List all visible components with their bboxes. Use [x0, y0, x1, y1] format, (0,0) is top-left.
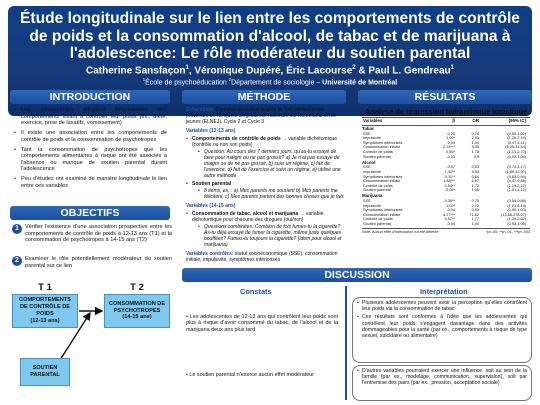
cell-variable: Contrôle de poids: [363, 150, 393, 155]
interpretation-box: [352, 365, 532, 401]
box-line: SOUTIEN: [32, 365, 58, 372]
objective-number: 2: [12, 256, 22, 266]
section-heading-introduction: INTRODUCTION: [10, 90, 170, 104]
introduction-item: • Les adolescentes adoptent fréquemment des comportements visant à contrôler leur poids (ex., diète, exercice, prise de laxatifs, vomissement): [14, 107, 167, 127]
cell-variable: Symptômes intériorisés: [363, 174, 403, 179]
time-label-t2: T 2: [130, 282, 144, 293]
cell-beta: -0,04: [446, 208, 455, 213]
variable-subitem: • Question: Au cours des 7 derniers jours, qu'as-tu essayé de faire pour maigrir ou ne pas grossir? a) Je n'ai pas essayé de maigrir ou de ne pas grossir, b) suivi un régime, c) fait de l'exercice, d) fait de l'exercice et suivi un régime, e) utilisé une autre méthode: [192, 149, 344, 179]
cell-confidence-interval: (1,21-6,14): [507, 203, 526, 208]
cell-odds-ratio: 0,93: [471, 165, 479, 170]
author-name: Paul L. Gendreau: [368, 64, 451, 76]
cell-odds-ratio: 0,84: [471, 174, 479, 179]
substance-use-box: [104, 294, 170, 328]
cell-beta: -0,07: [446, 165, 455, 170]
variable-item: [186, 211, 344, 248]
column-header: β: [452, 118, 455, 123]
cell-beta: 4,27***: [443, 212, 455, 217]
affiliation-2: Département de sociologie –: [231, 79, 323, 87]
method-section: [186, 107, 344, 263]
sample-text: Données recueillies auprès de 646 adolescentes provenant de l'Enquête longitudinale nationale sur les enfants et les jeunes (ELNEJ), Cycle 2 et Cycle 3: [186, 107, 336, 125]
cell-odds-ratio: 71,82: [469, 212, 479, 217]
box-line: PSYCHOTROPES: [113, 307, 161, 314]
variable-description: → variable dichotomique (contrôle ou non son poids): [192, 136, 338, 148]
cell-variable: Soutien parental: [363, 221, 391, 226]
cell-variable: Contrôle de poids: [363, 183, 393, 188]
cell-variable: Consommation initiale: [363, 212, 401, 217]
variable-item: [186, 136, 344, 179]
cell-odds-ratio: 0,99: [471, 208, 479, 213]
weight-control-box: [12, 294, 78, 328]
conceptual-model-diagram: [8, 282, 178, 400]
cell-odds-ratio: 1,04: [471, 140, 479, 145]
cell-odds-ratio: 2,72: [471, 203, 479, 208]
regression-table: [362, 117, 530, 234]
cell-beta: 0,56*: [446, 150, 455, 155]
cell-variable: Soutien parental: [363, 154, 391, 159]
cell-variable: Contrôle de poids: [363, 217, 393, 222]
box-line: CONSOMMATION DE: [108, 300, 166, 307]
interpretation-item: • Plusieurs adolescentes peuvent avoir la perception qu'elles contrôlent leur poids via la consommation de tabac: [357, 300, 527, 312]
cell-beta: 1,00*: [446, 136, 455, 141]
finding-text-body: Le soutien parental n'exerce aucun effet modérateur: [189, 372, 315, 378]
author-affiliation-mark: 2: [352, 64, 356, 71]
author-separator: ,: [188, 64, 195, 76]
table-note: [362, 230, 530, 235]
section-heading-discussion: DISCUSSION: [182, 268, 532, 282]
cell-confidence-interval: (1,20-7,19): [507, 136, 526, 141]
cell-variable: Consommation initiale: [363, 145, 401, 150]
author-name: Éric Lacourse: [286, 64, 353, 76]
author-affiliation-mark: 1: [450, 64, 454, 71]
column-header: Variables: [363, 118, 383, 123]
table-header-row: [362, 117, 530, 126]
author-affiliation-mark: 1: [185, 64, 189, 71]
cell-confidence-interval: (1,19-2,47): [507, 183, 526, 188]
control-variables-text: statut socioéconomique (SSE), consommation initiale, impulsivité, symptômes intériorisés: [186, 251, 338, 263]
table-row: [362, 222, 530, 227]
cell-confidence-interval: (0,54-0,89): [507, 199, 526, 203]
cell-odds-ratio: 0,9: [473, 154, 479, 159]
variables-heading-t2: Variables (14-15 ans): [186, 203, 236, 209]
cell-variable: SSE: [363, 131, 371, 136]
table-row: [362, 188, 530, 193]
sample-description: [186, 107, 344, 125]
constats-heading: Constats: [240, 287, 272, 296]
variable-subitem: • Questions combinées: Combien de fois fumes-tu la cigarette? As-tu déjà essayé de fumer la cigarette, même juste quelques bouffées? Fumes-tu toujours la cigarette? (idem pour alcool et marijuana): [192, 224, 344, 248]
cell-odds-ratio: 1,77: [471, 217, 479, 222]
cell-confidence-interval: (0,74-1,17): [507, 165, 526, 170]
university-name: Université de Montréal: [322, 79, 398, 87]
cell-confidence-interval: (0,98-1,09): [507, 221, 526, 226]
table-body: [362, 127, 530, 226]
cell-confidence-interval: (0,92-1,04): [507, 154, 526, 159]
section-heading-objectifs: OBJECTIFS: [10, 206, 170, 220]
affiliation-mark: 1: [142, 76, 146, 82]
objective-text: Vérifier l'existence d'une association prospective entre les comportements de contrôle de poids à 12-13 ans (T1) et la consommation de psychotropes à 14-15 ans (T2): [25, 224, 172, 243]
box-line: PARENTAL: [30, 372, 60, 378]
column-header: (95% IC): [508, 118, 526, 123]
cell-odds-ratio: 0,78: [471, 131, 479, 136]
affiliation-mark: 2: [228, 76, 232, 82]
introduction-list: [14, 107, 167, 193]
significance-legend: *p<.05, **p<.01, ***p<.001: [485, 229, 530, 234]
objective-item: [12, 256, 172, 269]
cell-odds-ratio: 6,57: [471, 179, 479, 184]
cell-variable: SSE: [363, 199, 371, 203]
table-group-label: Tabac: [362, 126, 375, 132]
author-name: Véronique Dupéré: [194, 64, 281, 76]
box-line: POIDS: [36, 311, 54, 317]
cell-variable: Impulsivité: [363, 203, 381, 208]
cell-beta: -0,03: [446, 154, 455, 159]
table-group-label: Alcool: [362, 159, 376, 165]
cell-odds-ratio: 9,35: [471, 145, 479, 150]
cell-odds-ratio: 1,04: [471, 221, 479, 226]
cell-variable: Soutien parental: [363, 188, 391, 193]
objective-number: 1: [12, 224, 22, 234]
parental-support-box: [20, 358, 70, 386]
discussion-divider: [345, 286, 347, 400]
variable-description: → variable dichotomique pour chacune des drogues (oui/non): [192, 211, 324, 223]
cell-beta: 2,24***: [443, 145, 455, 150]
cell-variable: Impulsivité: [363, 136, 381, 141]
cell-beta: 0,54**: [444, 183, 455, 188]
affiliations: [8, 77, 532, 86]
cell-beta: 1,40**: [444, 169, 455, 174]
table-group-label: Marijuana: [362, 193, 383, 199]
cell-odds-ratio: 1,06: [471, 188, 479, 193]
cell-confidence-interval: (1,29-2,62): [507, 217, 526, 222]
time-label-t1: T 1: [38, 282, 52, 293]
cell-confidence-interval: (4,47-9,86): [507, 179, 526, 184]
affiliation-1: École de psychoéducation: [145, 79, 229, 87]
poster-title: Étude longitudinale sur le lien entre les comportements de contrôle de poids et la consommation d'alcool, de tabac et de marijuana à l'adolescence: Le rôle modérateur du soutien parental: [20, 10, 520, 62]
cell-beta: -0,25: [446, 131, 455, 136]
cell-beta: 1,00*: [446, 203, 455, 208]
introduction-item: • Peu d'études ont examiné de manière longitudinale le lien entre ces variables: [14, 176, 167, 189]
author-conjunction: &: [355, 64, 369, 76]
variable-name: Soutien parental: [192, 181, 232, 187]
variable-name: Comportements de contrôle de poids: [192, 136, 281, 142]
cell-beta: 0,57**: [444, 217, 455, 222]
cell-variable: Symptômes intériorisés: [363, 208, 403, 213]
cell-confidence-interval: (1,13-2,70): [507, 150, 526, 155]
cell-odds-ratio: 4,94: [471, 169, 479, 174]
cell-beta: -0,04: [446, 221, 455, 226]
objective-text: Examiner le rôle potentiellement modérateur du soutien parental sur ce lien: [25, 256, 172, 269]
control-variables: [186, 251, 344, 263]
cell-variable: Impulsivité: [363, 169, 381, 174]
results-table-title: Analyse de régression hiérarchique logistique: [364, 107, 528, 116]
table-row: [362, 155, 530, 160]
interpretation-item: • D'autres variables pourraient exercer une influence, soit au sein de la famille (par ex., modelage, communication, supervision), soit par l'entremise des pairs (par ex., pression, acceptation sociale): [357, 368, 527, 387]
author-name: Catherine Sansfaçon: [86, 64, 186, 76]
author-list: [8, 65, 532, 76]
sample-label: Échantillon:: [186, 107, 215, 113]
cell-confidence-interval: (1,89-12,90): [505, 169, 526, 174]
introduction-item: • Tant la consommation de psychotropes que les comportements alimentaires à risque ont été associés à l'absence ou manque de soutien parental durant l'adolescence: [14, 147, 167, 173]
cell-beta: -0,11**: [443, 174, 455, 179]
table-note-text: Note. Aucun effet d'interaction n'a été détecté: [362, 229, 439, 234]
section-heading-resultats: RÉSULTATS: [358, 90, 532, 104]
cell-variable: SSE: [363, 165, 371, 170]
variable-subitem: • 8 items, ex. : a) Mes parents me sourient b) Mes parents me félicitent, c) Mes parents partent des bonnes choses que je fais: [192, 188, 344, 200]
interpretation-box: [352, 297, 532, 363]
objective-item: [12, 224, 172, 244]
cell-confidence-interval: (0,83-0,94): [507, 174, 526, 179]
box-line: COMPORTEMENTS: [19, 297, 71, 304]
cell-confidence-interval: (6,05-14,54): [505, 145, 526, 150]
cell-variable: Consommation initiale: [363, 179, 401, 184]
cell-confidence-interval: (1,01-1,12): [507, 188, 526, 193]
variable-name: Consommation de tabac, alcool et marijuana: [192, 211, 299, 217]
control-variables-label: Variables contrôles:: [186, 251, 234, 257]
cell-odds-ratio: 1,72: [471, 183, 479, 188]
cell-variable: Symptômes intériorisés: [363, 140, 403, 145]
cell-confidence-interval: (0,90-1,03): [507, 208, 526, 213]
cell-confidence-interval: (13,68-378,07): [501, 212, 526, 217]
finding-text-body: Les adolescentes de 12-13 ans qui contrôlent leur poids sont plus à risque d'avoir consommé du tabac, de l'alcool et de la marijuana deux ans plus tard: [186, 314, 338, 333]
interpretation-item: • Ces résultats sont conformes à l'idée que les adolescentes qui contrôlent leur poids s'engagent davantage dans des activités dommageables pour la santé (par ex., comportements à risque de type sexuel, suicidaire ou alimentaire): [357, 314, 527, 339]
section-heading-methode: MÉTHODE: [182, 90, 346, 104]
introduction-item: • Il existe une association entre les comportements de contrôle de poids et la consommation de psychotropes: [14, 130, 167, 143]
cell-beta: -0,36**: [443, 199, 455, 203]
cell-odds-ratio: 0,70: [471, 199, 479, 203]
variables-heading-t1: Variables (12-13 ans): [186, 128, 236, 134]
cell-odds-ratio: 2,93: [471, 136, 479, 141]
box-line: (12-13 ans): [30, 317, 60, 324]
table-rule: [362, 228, 530, 229]
cell-confidence-interval: (0,59-1,02): [507, 131, 526, 136]
cell-odds-ratio: 1,75: [471, 150, 479, 155]
finding-text: • Le soutien parental n'exerce aucun effet modérateur: [186, 372, 315, 378]
variable-item: [186, 181, 344, 200]
column-header: OR: [472, 118, 479, 123]
box-line: DE CONTRÔLE DE: [19, 304, 71, 311]
cell-beta: -0,06*: [444, 188, 455, 193]
box-line: (14-15 ans): [122, 314, 152, 321]
author-separator: ,: [280, 64, 287, 76]
cell-beta: 0,03: [447, 140, 455, 145]
cell-confidence-interval: (0,97-1,11): [507, 140, 526, 145]
interpretation-heading: Interprétation: [420, 287, 468, 296]
finding-text: • Les adolescentes de 12-13 ans qui contrôlent leur poids sont plus à risque d'avoir consommé du tabac, de l'alcool et de la marijuana deux ans plus tard: [186, 314, 338, 333]
cell-beta: 1,88***: [443, 179, 455, 184]
